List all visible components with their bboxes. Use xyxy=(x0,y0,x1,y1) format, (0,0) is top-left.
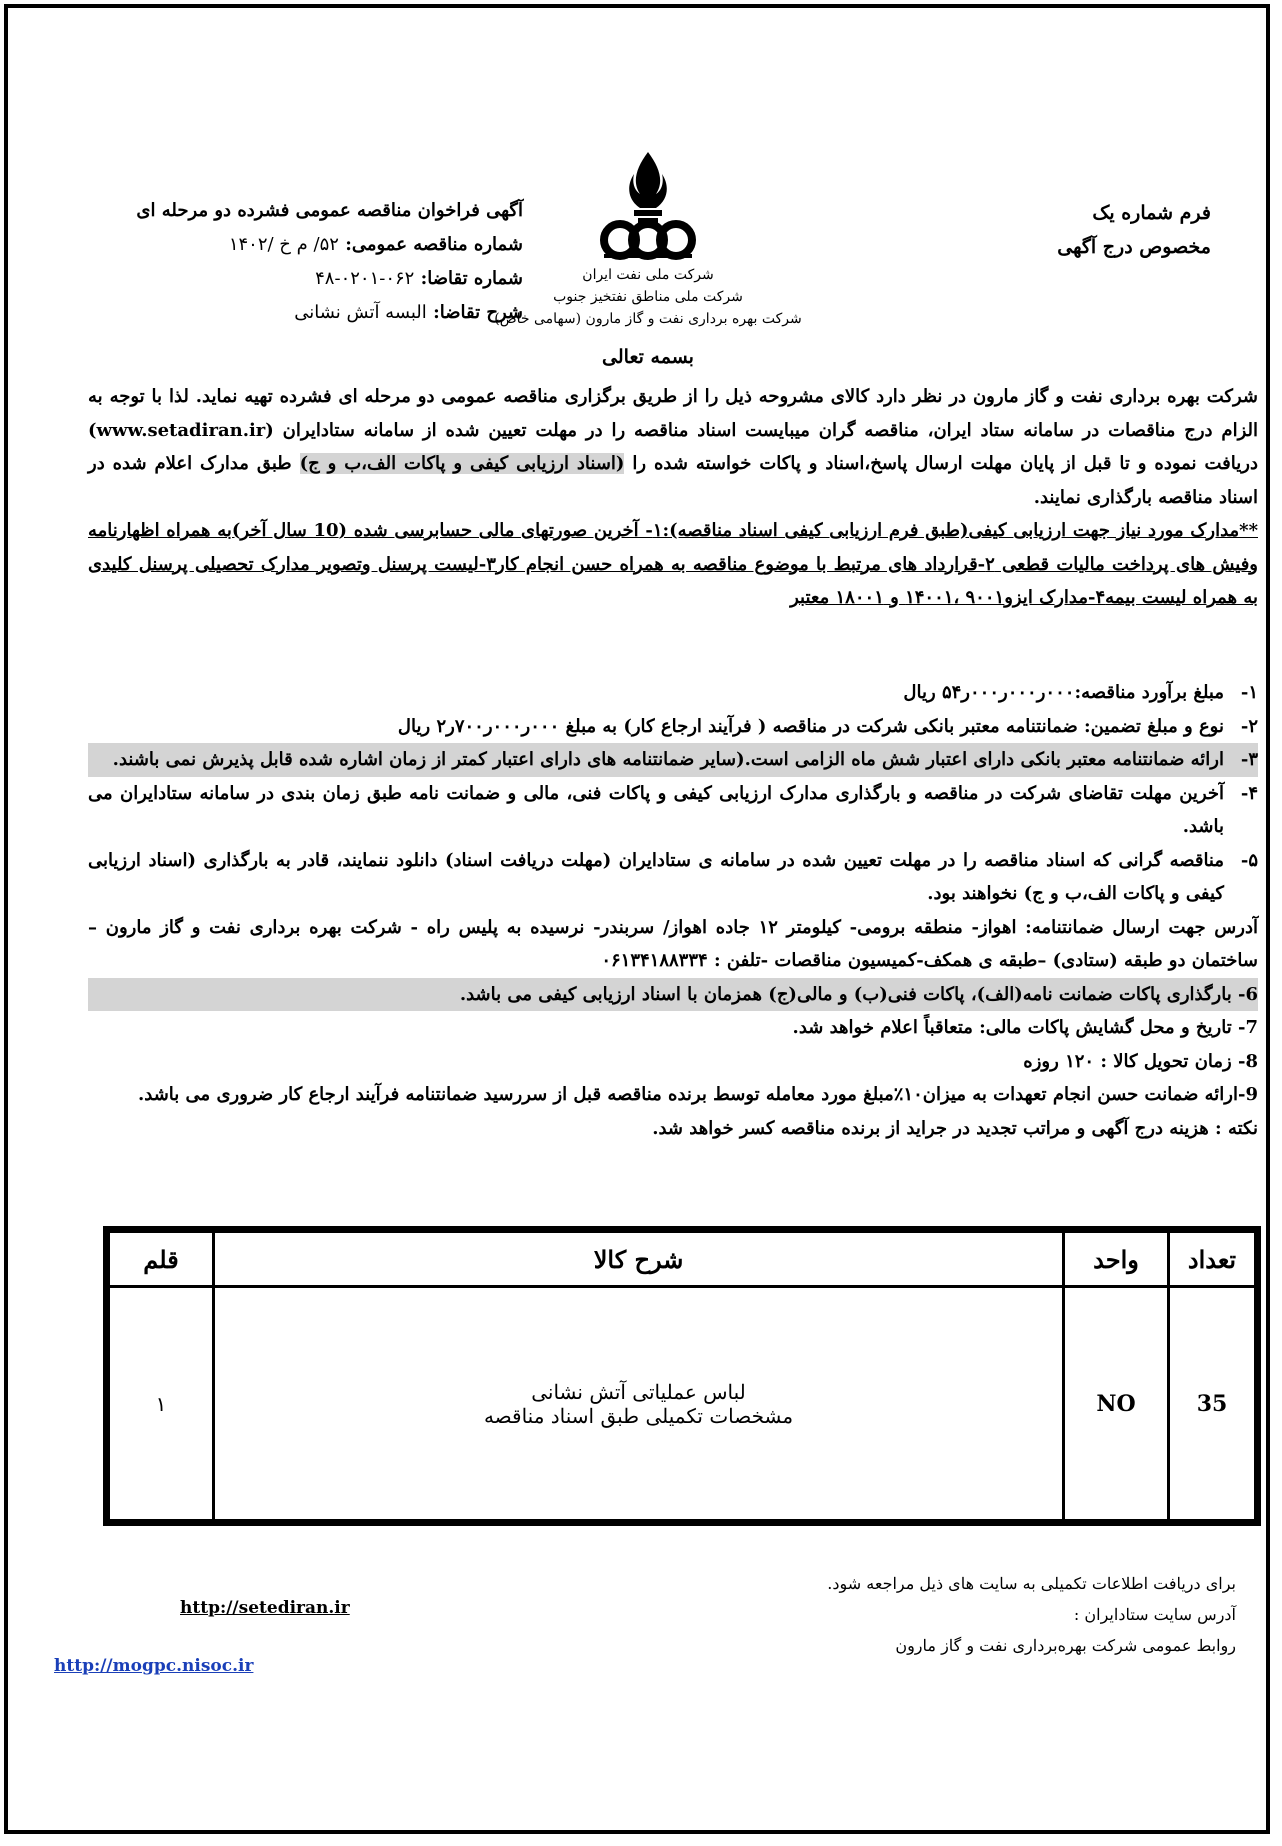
cell-qty: 35 xyxy=(1169,1287,1256,1521)
intro-text xyxy=(88,380,1258,615)
conditions-list xyxy=(88,676,1258,1145)
form-number: فرم شماره یک xyxy=(1092,202,1211,224)
list-item: ۴- آخرین مهلت تقاضای شرکت در مناقصه و بارگذاری مدارک ارزیابی کیفی و پاکات فنی، مالی و ضمانت نامه طبق زمان بندی در سامانه ستادایران می باشد. xyxy=(88,782,1258,837)
nioc-logo xyxy=(563,146,733,270)
list-item: ۱- مبلغ برآورد مناقصه:۰۰۰ر۰۰۰ر۰۰۰ر۵۴ ریال xyxy=(903,682,1258,703)
company-line-1: شرکت ملی نفت ایران xyxy=(582,267,714,283)
tender-header xyxy=(103,194,523,330)
company-line-3: شرکت بهره برداری نفت و گاز مارون (سهامی خاص) xyxy=(494,311,802,327)
list-item: 6- بارگذاری پاکات ضمانت نامه(الف)، پاکات فنی(ب) و مالی(ج) همزمان با اسناد ارزیابی کیفی می باشد. xyxy=(88,978,1258,1012)
footer-line-1: برای دریافت اطلاعات تکمیلی به سایت های ذیل مراجعه شود. xyxy=(827,1574,1236,1593)
docs-highlight: (اسناد ارزیابی کیفی و پاکات الف،ب و ج) xyxy=(299,453,625,474)
table-row xyxy=(109,1287,1256,1521)
form-purpose: مخصوص درج آگهی xyxy=(1057,236,1211,258)
company-line-2: شرکت ملی مناطق نفتخیز جنوب xyxy=(553,289,743,305)
cell-unit: NO xyxy=(1064,1287,1169,1521)
form-header xyxy=(1057,196,1211,264)
footer-line-2: آدرس سایت ستادایران : xyxy=(1073,1605,1236,1624)
footer-info xyxy=(827,1568,1236,1661)
items-table xyxy=(103,1226,1261,1526)
document-page xyxy=(4,4,1270,1834)
cell-desc: لباس عملیاتی آتش نشانی مشخصات تکمیلی طبق اسناد مناقصه xyxy=(214,1287,1064,1521)
setadiran-link[interactable]: http://setediran.ir xyxy=(180,1598,350,1618)
list-item: 8- زمان تحویل کالا : ۱۲۰ روزه xyxy=(1023,1050,1258,1072)
cell-item: ۱ xyxy=(109,1287,214,1521)
besm-heading: بسمه تعالی xyxy=(602,346,694,368)
col-item: قلم xyxy=(109,1232,214,1287)
table-header-row xyxy=(109,1232,1256,1287)
col-desc: شرح کالا xyxy=(214,1232,1064,1287)
list-item: ۵- مناقصه گرانی که اسناد مناقصه را در مهلت تعیین شده در سامانه ی ستادایران (مهلت دریافت اسناد) دانلود ننمایند، قادر به بارگذاری (اسناد ارزیابی کیفی و پاکات الف،ب و ج) نخواهند بود. xyxy=(88,849,1258,904)
list-item: 9-ارائه ضمانت حسن انجام تعهدات به میزان۱۰٪مبلغ مورد معامله توسط برنده مناقصه قبل از سررسید ضمانتنامه فرآیند ارجاع کار ضروری می باشد. xyxy=(138,1084,1258,1105)
request-description: شرح تقاضا: البسه آتش نشانی xyxy=(294,302,523,323)
tender-number: شماره مناقصه عمومی: ۵۲/ م خ /۱۴۰۲ xyxy=(228,234,523,255)
list-item: ۳- ارائه ضمانتنامه معتبر بانکی دارای اعتبار شش ماه الزامی است.(سایر ضمانتنامه های دارای اعتبار کمتر از زمان اشاره شده قابل پذیرش نمی باشند. xyxy=(88,743,1258,777)
tender-title: آگهی فراخوان مناقصه عمومی فشرده دو مرحله ای xyxy=(136,200,523,221)
company-block xyxy=(478,264,818,330)
list-item: 7- تاریخ و محل گشایش پاکات مالی: متعاقباً اعلام خواهد شد. xyxy=(792,1017,1258,1038)
list-item: آدرس جهت ارسال ضمانتنامه: اهواز- منطقه برومی- کیلومتر ۱۲ جاده اهواز/ سربندر- نرسیده به پلیس راه - شرکت بهره برداری نفت و گاز مارون – ساختمان دو طبقه (ستادی) –طبقه ی همکف-کمیسیون مناقصات -تلفن : ۰۶۱۳۴۱۸۸۳۳۴ xyxy=(88,916,1258,971)
footer-line-3: روابط عمومی شرکت بهره‌برداری نفت و گاز مارون xyxy=(895,1636,1236,1655)
list-item: نکته : هزینه درج آگهی و مراتب تجدید در جراید از برنده مناقصه کسر خواهد شد. xyxy=(652,1117,1258,1139)
intro-paragraph-1: شرکت بهره برداری نفت و گاز مارون در نظر دارد کالای مشروحه ذیل را از طریق برگزاری مناقصه عمومی دو مرحله ای فشرده تهیه نماید. لذا با توجه به الزام درج مناقصات در سامانه ستاد ایران، مناقصه گران میبایست اسناد مناقصه را در مهلت تعیین شده از سامانه ستادایران (www.setadiran.ir) دریافت نموده و تا قبل از پایان مهلت ارسال پاسخ،اسناد و پاکات خواسته شده را (اسناد ارزیابی کیفی و پاکات الف،ب و ج) طبق مدارک اعلام شده در اسناد مناقصه بارگذاری نمایند. xyxy=(88,386,1258,508)
list-item: ۲- نوع و مبلغ تضمین: ضمانتنامه معتبر بانکی شرکت در مناقصه ( فرآیند ارجاع کار) به مبلغ ۰۰۰ر۰۰۰ر۷۰۰ر۲ ریال xyxy=(397,715,1258,737)
col-qty: تعداد xyxy=(1169,1232,1256,1287)
required-documents: **مدارک مورد نیاز جهت ارزیابی کیفی(طبق فرم ارزیابی کیفی اسناد مناقصه):۱- آخرین صورتهای مالی حسابرسی شده (10 سال آخر)به همراه اظهارنامه وفیش های پرداخت مالیات قطعی ۲-قرارداد های مرتبط با موضوع مناقصه به همراه حسن انجام کار۳-لیست پرسنل وتصویر مدارک تحصیلی پرسنل کلیدی به همراه لیست بیمه۴-مدارک ایزو۹۰۰۱ ،۱۴۰۰۱ و ۱۸۰۰۱ معتبر xyxy=(88,520,1258,608)
col-unit: واحد xyxy=(1064,1232,1169,1287)
mogpc-link[interactable]: http://mogpc.nisoc.ir xyxy=(54,1656,254,1676)
request-number: شماره تقاضا: ۰۶۲-۰۲۰۱-۴۸ xyxy=(315,268,523,289)
nioc-flame-icon xyxy=(588,146,708,266)
